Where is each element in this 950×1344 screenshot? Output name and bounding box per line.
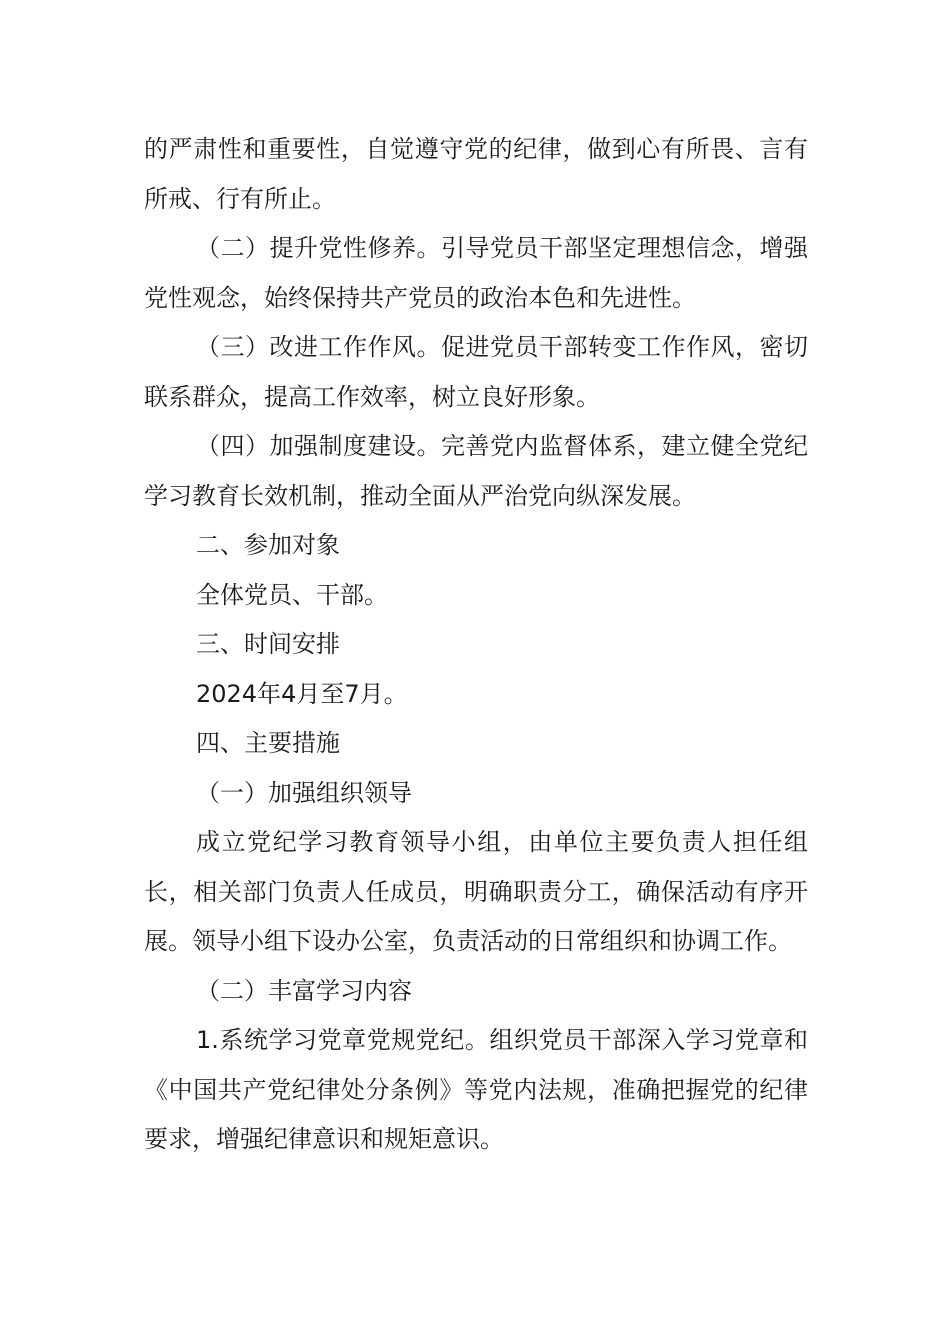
document-body xyxy=(144,125,808,1165)
subheading-measure-1: （一）加强组织领导 xyxy=(196,778,412,807)
paragraph-measure-1: 成立党纪学习教育领导小组，由单位主要负责人担任组长，相关部门负责人任成员，明确职责分工，确保活动有序开展。领导小组下设办公室，负责活动的日常组织和协调工作。 xyxy=(144,828,808,955)
paragraph-goal-2: （二）提升党性修养。引导党员干部坚定理想信念，增强党性观念，始终保持共产党员的政治本色和先进性。 xyxy=(144,234,808,312)
section-heading-schedule: 三、时间安排 xyxy=(196,630,340,658)
paragraph-continuation: 的严肃性和重要性，自觉遵守党的纪律，做到心有所畏、言有所戒、行有所止。 xyxy=(144,135,808,213)
paragraph-goal-3: （三）改进工作作风。促进党员干部转变工作作风，密切联系群众，提高工作效率，树立良好形象。 xyxy=(144,333,808,411)
paragraph-goal-4: （四）加强制度建设。完善党内监督体系，建立健全党纪学习教育长效机制，推动全面从严治党向纵深发展。 xyxy=(144,432,808,510)
paragraph-measure-2-item-1: 1.系统学习党章党规党纪。组织党员干部深入学习党章和《中国共产党纪律处分条例》等党内法规，准确把握党的纪律要求，增强纪律意识和规矩意识。 xyxy=(144,1026,808,1153)
section-heading-participants: 二、参加对象 xyxy=(196,531,340,559)
paragraph-schedule: 2024年4月至7月。 xyxy=(196,679,408,708)
subheading-measure-2: （二）丰富学习内容 xyxy=(196,976,412,1005)
paragraph-participants: 全体党员、干部。 xyxy=(196,580,388,609)
section-heading-measures: 四、主要措施 xyxy=(196,729,340,757)
